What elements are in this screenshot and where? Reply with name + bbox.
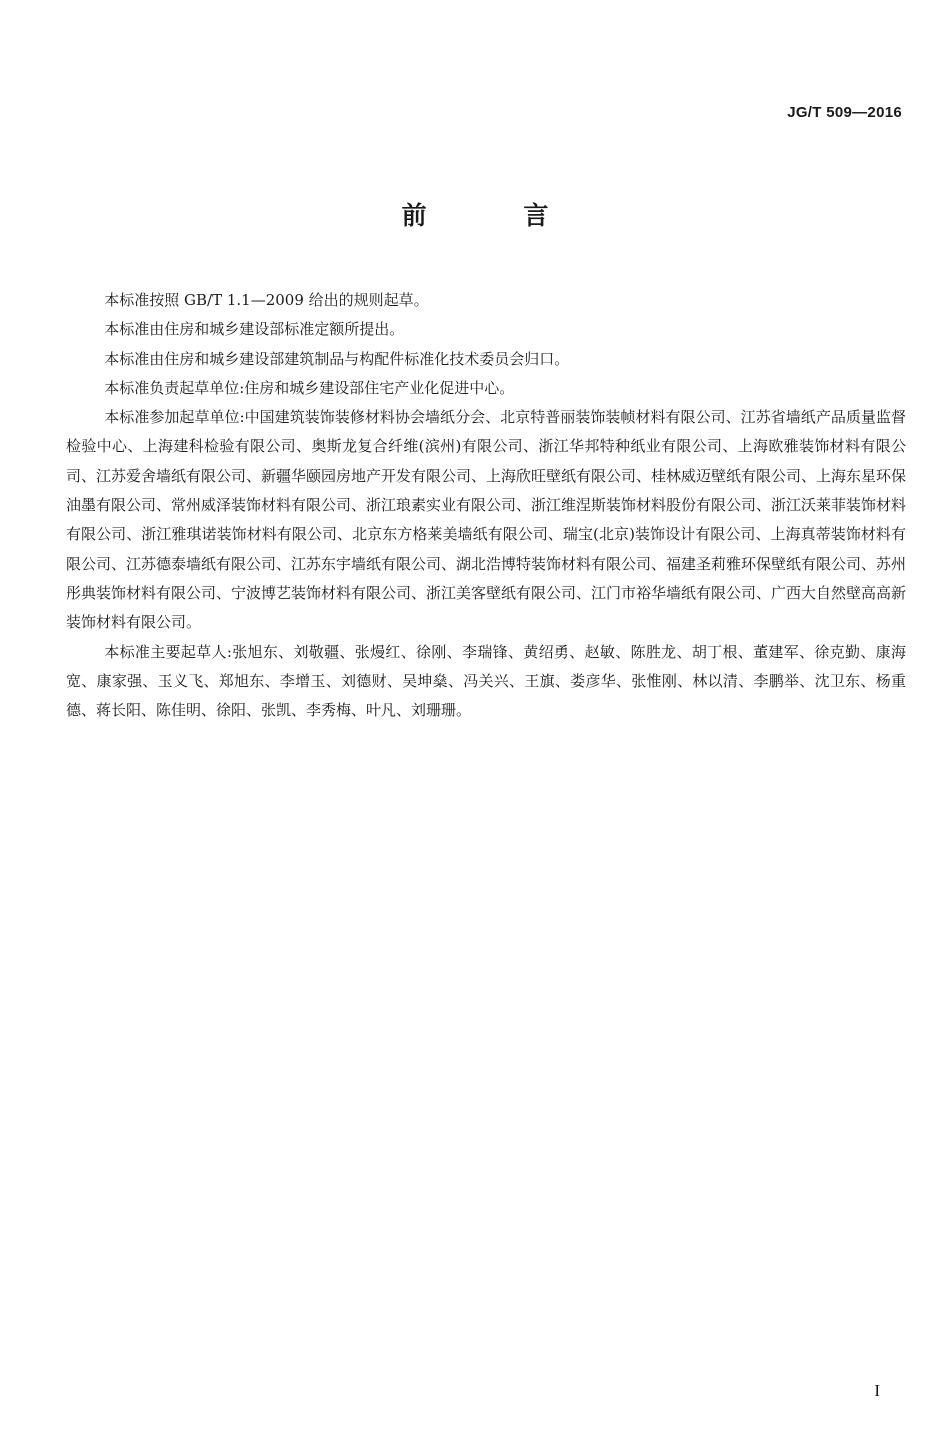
paragraph-participating-drafters: 本标准参加起草单位:中国建筑装饰装修材料协会墙纸分会、北京特普丽装饰装帧材料有限公司、江苏省墙纸产品质量监督检验中心、上海建科检验有限公司、奥斯龙复合纤维(滨州)有限公司、浙江华邦特种纸业有限公司、上海欧雅装饰材料有限公司、江苏爱舍墙纸有限公司、新疆华颐园房地产开发有限公司、上海欣旺壁纸有限公司、桂林威迈壁纸有限公司、上海东星环保油墨有限公司、常州威泽装饰材料有限公司、浙江琅素实业有限公司、浙江维涅斯装饰材料股份有限公司、浙江沃莱菲装饰材料有限公司、浙江雅琪诺装饰材料有限公司、北京东方格莱美墙纸有限公司、瑞宝(北京)装饰设计有限公司、上海真蒂装饰材料有限公司、江苏德泰墙纸有限公司、江苏东宇墙纸有限公司、湖北浩博特装饰材料有限公司、福建圣莉雅环保壁纸有限公司、苏州彤典装饰材料有限公司、宁波博艺装饰材料有限公司、浙江美客壁纸有限公司、江门市裕华墙纸有限公司、广西大自然壁高高新装饰材料有限公司。 bbox=[66, 408, 907, 632]
paragraph-centralized-by: 本标准由住房和城乡建设部建筑制品与构配件标准化技术委员会归口。 bbox=[104, 349, 570, 368]
page-number: I bbox=[874, 1381, 880, 1400]
paragraph-responsible-drafter: 本标准负责起草单位:住房和城乡建设部住宅产业化促进中心。 bbox=[104, 378, 515, 397]
paragraph-proposer: 本标准由住房和城乡建设部标准定额所提出。 bbox=[104, 320, 405, 339]
paragraph-drafting-rules: 本标准按照 GB/T 1.1—2009 给出的规则起草。 bbox=[104, 291, 429, 309]
page-title: 前 言 bbox=[401, 201, 593, 230]
paragraph-main-drafters: 本标准主要起草人:张旭东、刘敬疆、张熳红、徐刚、李瑞锋、黄绍勇、赵敏、陈胜龙、胡丁根、董建军、徐克勤、康海宽、康家强、玉义飞、郑旭东、李增玉、刘德财、吴坤燊、冯关兴、王旗、娄彦华、张惟刚、林以清、李鹏举、沈卫东、杨重德、蒋长阳、陈佳明、徐阳、张凯、李秀梅、叶凡、刘珊珊。 bbox=[66, 642, 906, 720]
foreword-body bbox=[66, 286, 906, 725]
standard-code: JG/T 509—2016 bbox=[787, 104, 902, 121]
